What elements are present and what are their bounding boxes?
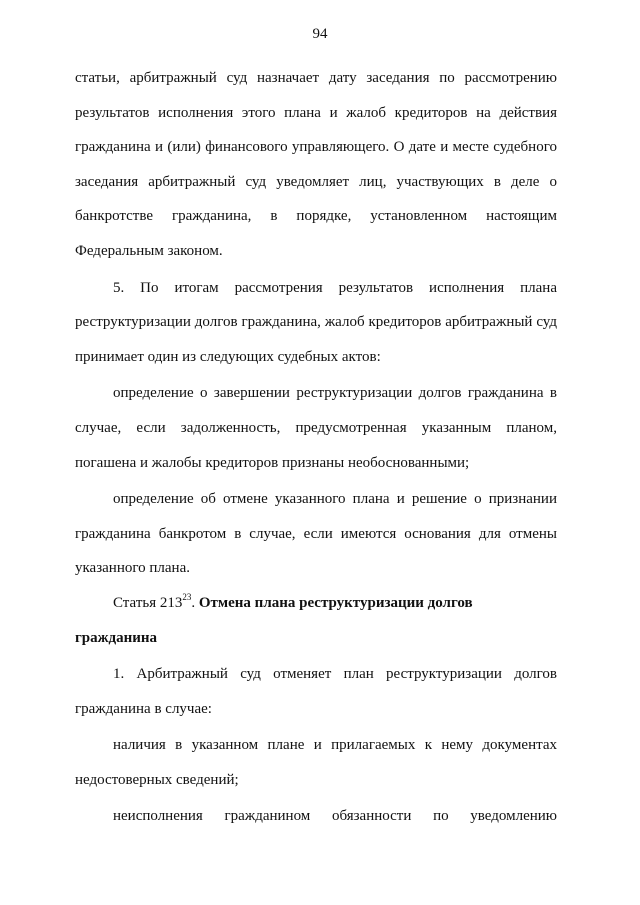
- paragraph-false-information: наличия в указанном плане и прилагаемых к нему документах недостоверных сведений;: [75, 737, 557, 788]
- paragraph-determination-cancellation: определение об отмене указанного плана и решение о признании гражданина банкротом в случае, если имеются основания для отмены указанного плана.: [75, 491, 557, 577]
- page-number: 94: [312, 26, 328, 42]
- article-number-superscript: 23: [182, 591, 192, 602]
- article-dot: .: [191, 594, 196, 611]
- paragraph-determination-completion: определение о завершении реструктуризации долгов гражданина в случае, если задолженность, предусмотренная указанным планом, погашена и жалобы кредиторов признаны необоснованными;: [75, 385, 557, 471]
- paragraph-item-5: 5. По итогам рассмотрения результатов исполнения плана реструктуризации долгов гражданина, жалоб кредиторов арбитражный суд принимает один из следующих судебных актов:: [75, 279, 557, 365]
- article-heading: [75, 586, 557, 655]
- article-number: Статья 213: [113, 594, 183, 611]
- paragraph-failure-to-notify: неисполнения гражданином обязанности по уведомлению: [113, 808, 557, 825]
- article-title: Отмена плана реструктуризации долгов гражданина: [75, 594, 473, 646]
- paragraph-continuation: статьи, арбитражный суд назначает дату заседания по рассмотрению результатов исполнения этого плана и жалоб кредиторов на действия гражданина и (или) финансового управляющего. О дате и месте судебного заседания арбитражный суд уведомляет лиц, участвующих в деле о банкротстве гражданина, в порядке, установленном настоящим Федеральным законом.: [75, 70, 557, 259]
- paragraph-item-1: 1. Арбитражный суд отменяет план реструктуризации долгов гражданина в случае:: [75, 666, 557, 717]
- document-body: [75, 61, 557, 834]
